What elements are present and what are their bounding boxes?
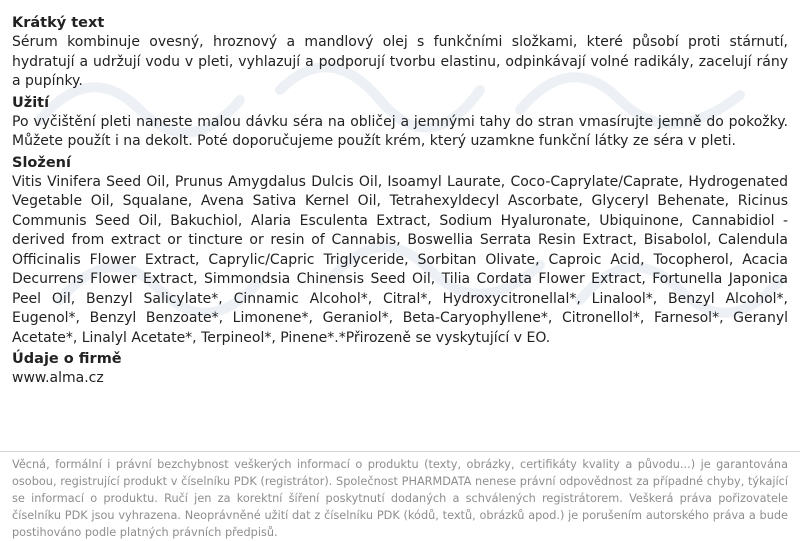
usage-section bbox=[12, 94, 788, 152]
usage-body: Po vyčištění pleti naneste malou dávku séra na obličej a jemnými tahy do stran vmasírujte jemně do pokožky. Můžete použít i na dekolt. Poté doporučujeme použít krém, který uzamkne funkční látky ze séra v pleti. bbox=[12, 113, 788, 149]
short-text-heading: Krátký text bbox=[12, 15, 105, 31]
legal-disclaimer: Věcná, formální i právní bezchybnost veškerých informací o produktu (texty, obrázky, certifikáty kvality a původu...) je garantována osobou, registrující produkt v číselníku PDK (registrátor). Společnost PHARMDATA nenese právní odpovědnost za případné chyby, týkající se informací o produktu. Ručí jen za korektní šíření poskytnutí dodaných a schválených registrátorem. Veškerá práva pořizovatele číselníku PDK jsou vyhrazena. Neoprávněné užití dat z číselníku PDK (kódů, textů, obrázků apod.) je porušením autorského práva a bude postihováno podle platných právních předpisů. bbox=[12, 458, 788, 539]
company-website[interactable]: www.alma.cz bbox=[12, 370, 104, 386]
company-heading: Údaje o firmě bbox=[12, 351, 122, 367]
usage-heading: Užití bbox=[12, 94, 50, 111]
composition-body: Vitis Vinifera Seed Oil, Prunus Amygdalus Dulcis Oil, Isoamyl Laurate, Coco-Caprylate/Caprate, Hydrogenated Vegetable Oil, Squalane, Avena Sativa Kernel Oil, Tetrahexyldecyl Ascorbate, Glyceryl Behenate, Ricinus Communis Seed Oil, Bakuchiol, Alaria Esculenta Extract, Sodium Hyaluronate, Ubiquinone, Cannabidiol - derived from extract or tincture or resin of Cannabis, Boswellia Serrata Resin Extract, Bisabolol, Calendula Officinalis Flower Extract, Caprylic/Capric Triglyceride, Sorbitan Olivate, Caproic Acid, Tocopherol, Acacia Decurrens Flower Extract, Simmondsia Chinensis Seed Oil, Tilia Cordata Flower Extract, Fortunella Japonica Peel Oil, Benzyl Salicylate*, Cinnamic Alcohol*, Citral*, Hydroxycitronellal*, Linalool*, Benzyl Alcohol*, Eugenol*, Benzyl Benzoate*, Limonene*, Geraniol*, Beta-Caryophyllene*, Citronellol*, Farnesol*, Geranyl Acetate*, Linalyl Acetate*, Terpineol*, Pinene*.*Přirozeně se vyskytující v EO. bbox=[12, 173, 788, 346]
product-info bbox=[12, 14, 788, 391]
short-text-section bbox=[12, 14, 788, 92]
divider bbox=[0, 451, 800, 452]
composition-section bbox=[12, 154, 788, 349]
composition-heading: Složení bbox=[12, 154, 71, 171]
company-section bbox=[12, 350, 788, 389]
short-text-body: Sérum kombinuje ovesný, hroznový a mandlový olej s funkčními složkami, které působí proti stárnutí, hydratují a udržují vodu v pleti, vyhlazují a podporují tvorbu elastinu, odpinkávají volné radikály, zacelují rány a pupínky. bbox=[12, 34, 788, 89]
